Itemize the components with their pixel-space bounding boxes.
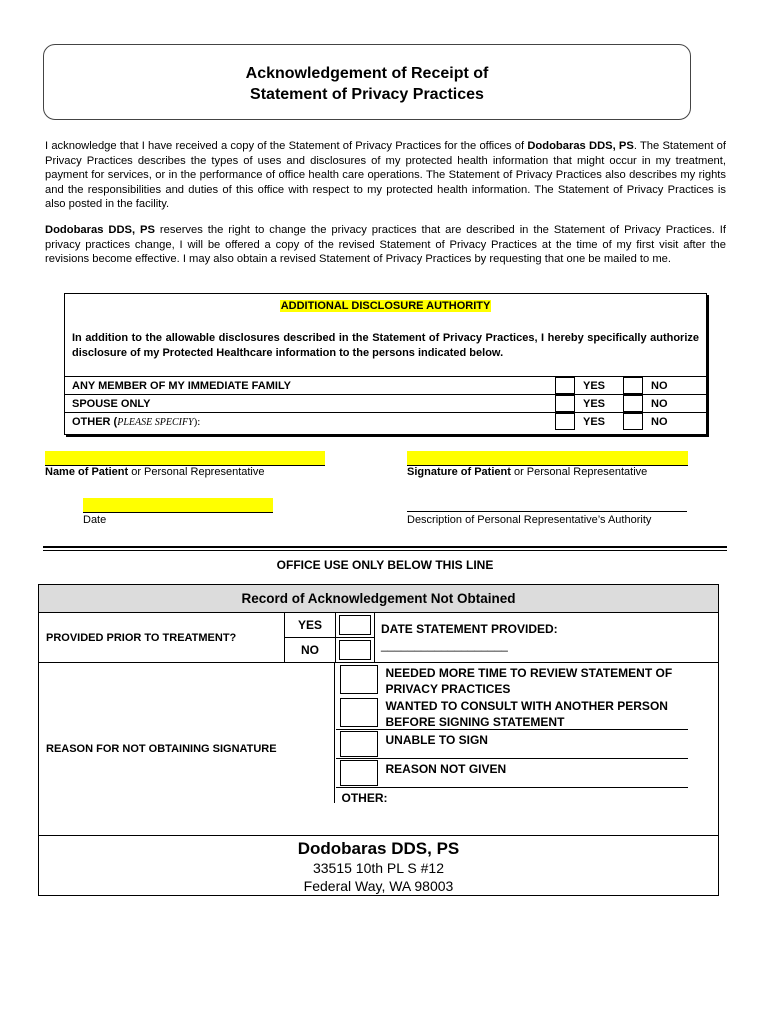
authority-description-label: Description of Personal Representative’s Authority — [407, 514, 652, 526]
yes-label: YES — [583, 416, 606, 428]
intro-text-1a: I acknowledge that I have received a copy of the Statement of Privacy Practices for the offices of — [45, 140, 525, 152]
provided-yes-checkbox[interactable] — [339, 615, 371, 635]
footer-address-1: 33515 10th PL S #12 — [312, 860, 445, 876]
reason-checkbox-3[interactable] — [340, 731, 378, 757]
option-row-family — [65, 377, 706, 395]
spouse-yes-checkbox[interactable] — [555, 395, 575, 412]
reason-option-1: NEEDED MORE TIME TO REVIEW STATEMENT OF PRIVACY PRACTICES — [385, 666, 673, 696]
reason-option-2: WANTED TO CONSULT WITH ANOTHER PERSON BEFORE SIGNING STATEMENT — [385, 699, 668, 729]
provided-prior-label: PROVIDED PRIOR TO TREATMENT? — [39, 613, 285, 663]
other-yes-checkbox[interactable] — [555, 413, 575, 430]
date-field[interactable] — [83, 498, 273, 513]
title-line-2: Statement of Privacy Practices — [250, 86, 484, 103]
reason-label: REASON FOR NOT OBTAINING SIGNATURE — [39, 663, 336, 836]
reason-options — [336, 663, 719, 836]
record-title: Record of Acknowledgement Not Obtained — [39, 585, 719, 613]
title-box — [43, 44, 691, 120]
patient-signature-field[interactable] — [407, 451, 688, 466]
patient-signature-label: Signature of Patient or Personal Representative — [407, 466, 648, 478]
title-line-1: Acknowledgement of Receipt of — [245, 65, 489, 82]
reason-option-3: UNABLE TO SIGN — [385, 733, 488, 747]
provided-no-label: NO — [285, 638, 336, 663]
family-yes-checkbox[interactable] — [555, 377, 575, 394]
no-label: NO — [651, 380, 668, 392]
date-provided-cell — [375, 613, 719, 663]
spouse-no-checkbox[interactable] — [623, 395, 643, 412]
date-provided-label: DATE STATEMENT PROVIDED: — [381, 622, 558, 636]
office-use-heading: OFFICE USE ONLY BELOW THIS LINE — [276, 558, 494, 572]
reason-checkbox-2[interactable] — [340, 698, 378, 727]
record-table — [38, 584, 719, 896]
divider-line — [43, 546, 727, 548]
option-label-other: OTHER (PLEASE SPECIFY): — [72, 416, 201, 428]
provided-yes-label: YES — [285, 613, 336, 638]
reason-checkbox-4[interactable] — [340, 760, 378, 786]
option-label: ANY MEMBER OF MY IMMEDIATE FAMILY — [72, 380, 291, 392]
yes-label: YES — [583, 398, 606, 410]
no-label: NO — [651, 398, 668, 410]
option-row-other — [65, 413, 706, 431]
patient-name-field[interactable] — [45, 451, 325, 466]
patient-name-label: Name of Patient or Personal Representative — [45, 466, 265, 478]
divider-line-thin — [43, 550, 727, 551]
authority-heading: ADDITIONAL DISCLOSURE AUTHORITY — [280, 300, 491, 312]
option-label: SPOUSE ONLY — [72, 398, 151, 410]
date-label: Date — [83, 514, 107, 526]
provided-no-checkbox[interactable] — [339, 640, 371, 660]
practice-name-1: Dodobaras DDS, PS — [527, 140, 634, 152]
footer-address-2: Federal Way, WA 98003 — [303, 878, 454, 894]
other-no-checkbox[interactable] — [623, 413, 643, 430]
footer-cell — [39, 836, 719, 896]
option-row-spouse — [65, 395, 706, 413]
disclosure-authority-box — [64, 293, 707, 435]
intro-paragraph-1 — [45, 139, 726, 212]
reason-option-4: REASON NOT GIVEN — [385, 762, 507, 776]
intro-text-2: reserves the right to change the privacy practices that are described in the Statement of Privacy Practices. If privacy practices change, I will be offered a copy of the revised Statement of Privacy Practices at the time of my first visit after the revisions become effective. I may also obtain a revised Statement of Privacy Practices by requesting that one be mailed to me. — [45, 224, 726, 266]
practice-name-2: Dodobaras DDS, PS — [45, 224, 155, 236]
authority-description-line[interactable] — [407, 511, 687, 512]
family-no-checkbox[interactable] — [623, 377, 643, 394]
authority-text: In addition to the allowable disclosures described in the Statement of Privacy Practices, I hereby specifically authorize disclosure of my Protected Healthcare information to the persons indicated below. — [72, 332, 699, 359]
intro-text-1b: . The Statement of Privacy Practices describes the types of uses and disclosures of my protected health information that might occur in my treatment, payment for services, or in the performance of office health care operations. The Statement of Privacy Practices also describes my rights and the responsibilities and duties of this office with respect to my protected health information. The Statement of Privacy Practices is also posted in the facility. — [45, 140, 726, 211]
intro-paragraph-2 — [45, 223, 726, 267]
yes-label: YES — [583, 380, 606, 392]
other-reason-label: OTHER: — [341, 791, 388, 805]
date-provided-field[interactable]: ___________________ — [381, 638, 508, 652]
no-label: NO — [651, 416, 668, 428]
reason-checkbox-1[interactable] — [340, 665, 378, 694]
footer-practice-name: Dodobaras DDS, PS — [297, 839, 460, 858]
